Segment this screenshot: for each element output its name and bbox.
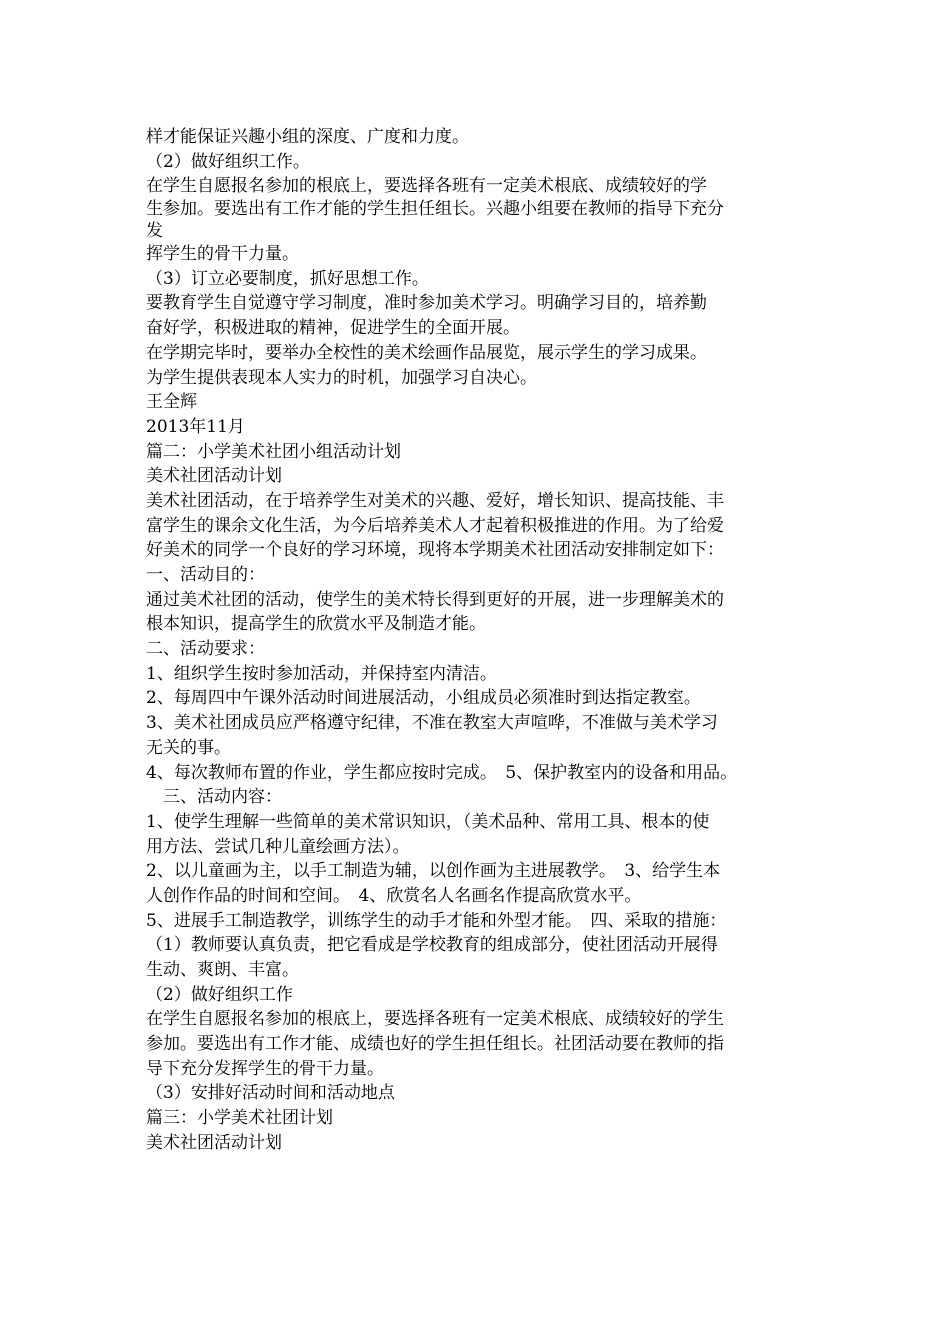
text-line: 三、活动内容： [146, 787, 282, 808]
text-line: 无关的事。 [146, 737, 231, 758]
text-line: 样才能保证兴趣小组的深度、广度和力度。 [146, 127, 469, 147]
text-line: 二、活动要求： [146, 639, 265, 660]
text-line: 用方法、尝试几种儿童绘画方法）。 [146, 836, 410, 857]
text-line: （2）做好组织工作 [146, 984, 293, 1005]
text-line: 2、每周四中午课外活动时间进展活动，小组成员必须准时到达指定教室。 [146, 688, 701, 709]
text-line: 4、每次教师布置的作业，学生都应按时完成。 5、保护教室内的设备和用品。 [146, 762, 738, 783]
text-line: （2）做好组织工作。 [146, 151, 310, 172]
text-line: 在学期完毕时，要举办全校性的美术绘画作品展览，展示学生的学习成果。 [146, 342, 707, 363]
text-line: 生动、爽朗、丰富。 [146, 960, 299, 980]
text-line: 2、以儿童画为主，以手工制造为辅，以创作画为主进展教学。 3、给学生本 [146, 861, 721, 882]
text-line: 好美术的同学一个良好的学习环境，现将本学期美术社团活动安排制定如下： [146, 540, 724, 561]
text-line: 篇三：小学美术社团计划 [146, 1108, 333, 1129]
text-line: 根本知识，提高学生的欣赏水平及制造才能。 [146, 614, 486, 635]
text-line: 要教育学生自觉遵守学习制度，准时参加美术学习。明确学习目的，培养勤 [146, 293, 707, 314]
text-line: 通过美术社团的活动，使学生的美术特长得到更好的开展，进一步理解美术的 [146, 589, 724, 610]
text-line: 美术社团活动计划 [146, 466, 282, 487]
document-page [146, 125, 836, 1156]
text-line: 篇二：小学美术社团小组活动计划 [146, 441, 401, 462]
text-line: 2013年11月 [146, 416, 245, 437]
text-line: 一、活动目的： [146, 565, 265, 585]
text-line: 挥学生的骨干力量。 [146, 244, 299, 265]
text-line: 生参加。要选出有工作才能的学生担任组长。兴趣小组要在教师的指导下充分 [146, 199, 724, 220]
text-line: 参加。要选出有工作才能、成绩也好的学生担任组长。社团活动要在教师的指 [146, 1034, 724, 1055]
text-line: （1）教师要认真负责，把它看成是学校教育的组成部分，使社团活动开展得 [146, 935, 718, 956]
text-line: 美术社团活动，在于培养学生对美术的兴趣、爱好，增长知识、提高技能、丰 [146, 490, 724, 511]
text-line: 发 [146, 220, 163, 241]
text-line: 为学生提供表现本人实力的时机，加强学习自决心。 [146, 367, 537, 388]
text-line: 1、组织学生按时参加活动，并保持室内清洁。 [146, 663, 497, 684]
text-line: 5、进展手工制造教学，训练学生的动手才能和外型才能。 四、采取的措施： [146, 910, 727, 931]
text-line: 在学生自愿报名参加的根底上，要选择各班有一定美术根底、成绩较好的学 [146, 176, 707, 197]
text-line: 人创作作品的时间和空间。 4、欣赏名人名画名作提高欣赏水平。 [146, 885, 642, 906]
text-line: 美术社团活动计划 [146, 1132, 282, 1153]
text-line: 奋好学，积极进取的精神，促进学生的全面开展。 [146, 318, 520, 339]
text-line: 在学生自愿报名参加的根底上，要选择各班有一定美术根底、成绩较好的学生 [146, 1009, 724, 1030]
text-line: 3、美术社团成员应严格遵守纪律，不准在教室大声喧哗，不准做与美术学习 [146, 713, 718, 734]
text-line: 富学生的课余文化生活，为今后培养美术人才起着积极推进的作用。为了给爱 [146, 515, 724, 536]
text-line: 王全辉 [146, 392, 197, 413]
text-line: （3）安排好活动时间和活动地点 [146, 1083, 395, 1104]
text-line: （3）订立必要制度，抓好思想工作。 [146, 268, 429, 289]
text-line: 1、使学生理解一些简单的美术常识知识，（美术品种、常用工具、根本的使 [146, 811, 710, 832]
text-line: 导下充分发挥学生的骨干力量。 [146, 1058, 384, 1079]
